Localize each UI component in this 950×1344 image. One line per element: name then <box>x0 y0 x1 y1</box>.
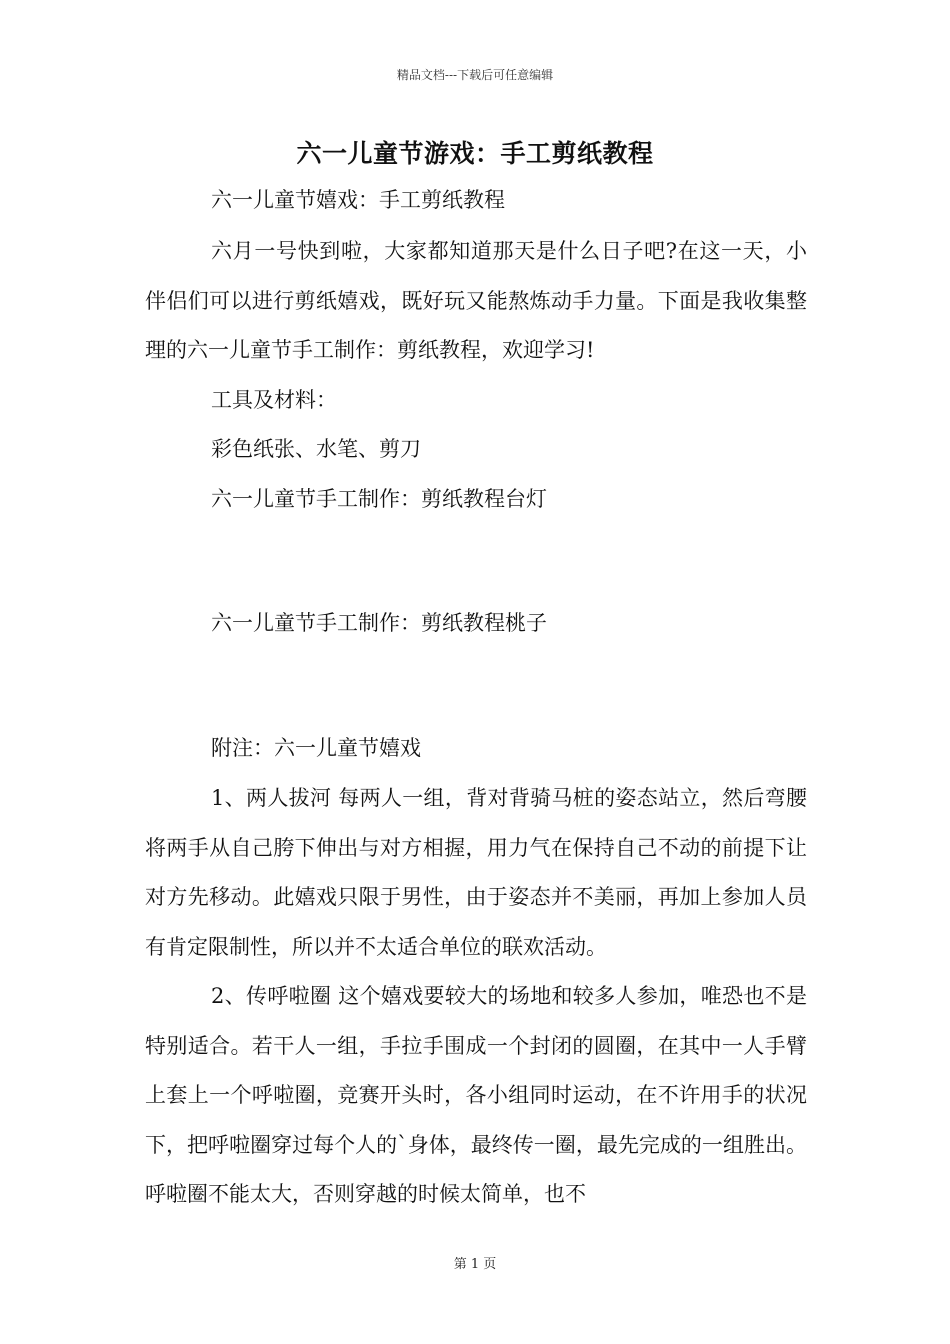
tools-list: 彩色纸张、水笔、剪刀 <box>211 437 421 461</box>
header-note: 精品文档---下载后可任意编辑 <box>396 68 554 82</box>
subtitle-paragraph: 六一儿童节嬉戏：手工剪纸教程 <box>211 188 505 212</box>
page-number: 第 1 页 <box>453 1257 497 1272</box>
tools-label: 工具及材料： <box>211 388 337 412</box>
lamp-caption: 六一儿童节手工制作：剪纸教程台灯 <box>211 487 547 511</box>
game-one-paragraph: 1、两人拔河 每两人一组，背对背骑马桩的姿态站立，然后弯腰将两手从自己胯下伸出与对方相握，用力气在保持自己不动的前提下让对方先移动。此嬉戏只限于男性，由于姿态并不美丽，再加上参加人员有肯定限制性，所以并不太适合单位的联欢活动。 <box>145 786 807 959</box>
peach-caption: 六一儿童节手工制作：剪纸教程桃子 <box>211 611 547 635</box>
intro-paragraph: 六月一号快到啦，大家都知道那天是什么日子吧?在这一天，小伴侣们可以进行剪纸嬉戏，既好玩又能熬炼动手力量。下面是我收集整理的六一儿童节手工制作：剪纸教程，欢迎学习! <box>145 239 807 362</box>
game-two-paragraph: 2、传呼啦圈 这个嬉戏要较大的场地和较多人参加，唯恐也不是特别适合。若干人一组，手拉手围成一个封闭的圆圈，在其中一人手臂上套上一个呼啦圈，竞赛开头时，各小组同时运动，在不许用手的状况下，把呼啦圈穿过每个人的`身体，最终传一圈，最先完成的一组胜出。呼啦圈不能太大，否则穿越的时候太简单，也不 <box>145 984 807 1206</box>
note-label: 附注：六一儿童节嬉戏 <box>211 736 421 760</box>
document-title: 六一儿童节游戏：手工剪纸教程 <box>296 139 654 168</box>
